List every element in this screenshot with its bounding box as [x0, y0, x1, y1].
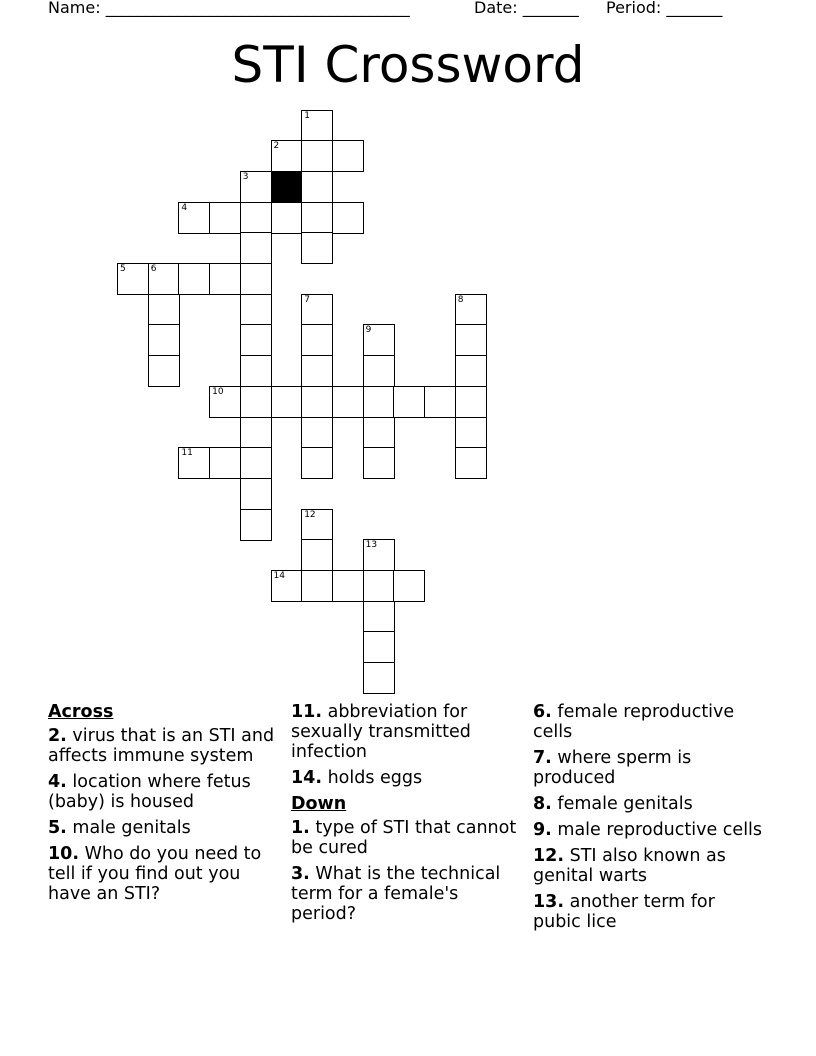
grid-cell[interactable]: [240, 478, 272, 510]
clues-column-3: [533, 702, 765, 938]
grid-cell[interactable]: [424, 386, 456, 418]
cell-number: 7: [304, 294, 310, 305]
grid-cell[interactable]: [301, 140, 333, 172]
grid-cell[interactable]: [455, 447, 487, 479]
grid-cell[interactable]: [301, 294, 333, 326]
grid-cell[interactable]: [148, 294, 180, 326]
clue-down-8: 8. female genitals: [533, 794, 693, 814]
date-blank[interactable]: _______: [522, 0, 579, 17]
grid-cell[interactable]: [301, 447, 333, 479]
clue-down-12: 12. STI also known as genital warts: [533, 846, 726, 886]
grid-cell[interactable]: [301, 539, 333, 571]
grid-cell[interactable]: [271, 202, 303, 234]
clue-down-13: 13. another term for pubic lice: [533, 892, 715, 932]
name-label: Name:: [48, 0, 101, 17]
grid-cell[interactable]: [240, 263, 272, 295]
grid-cell[interactable]: [178, 202, 210, 234]
cell-number: 1: [304, 110, 310, 121]
down-heading: Down: [291, 794, 347, 814]
grid-cell[interactable]: [363, 355, 395, 387]
grid-cell[interactable]: [240, 447, 272, 479]
grid-cell[interactable]: [301, 509, 333, 541]
clue-across-14: 14. holds eggs: [291, 768, 423, 788]
clue-across-2: 2. virus that is an STI and affects immune system: [48, 726, 275, 766]
grid-cell[interactable]: [332, 140, 364, 172]
cell-number: 14: [273, 571, 285, 581]
grid-cell[interactable]: [178, 263, 210, 295]
grid-cell[interactable]: [393, 386, 425, 418]
across-heading: Across: [48, 702, 114, 722]
period-label: Period:: [606, 0, 662, 17]
grid-cell[interactable]: [271, 570, 303, 602]
page-title: STI Crossword: [231, 36, 585, 94]
grid-cell[interactable]: [301, 386, 333, 418]
period-blank[interactable]: _______: [666, 0, 723, 17]
clues-column-2: [291, 702, 523, 930]
grid-cell[interactable]: [332, 202, 364, 234]
clue-down-1: 1. type of STI that cannot be cured: [291, 818, 517, 858]
clue-down-9: 9. male reproductive cells: [533, 820, 763, 840]
grid-cell[interactable]: [209, 386, 241, 418]
grid-cell[interactable]: [332, 386, 364, 418]
grid-cell[interactable]: [240, 386, 272, 418]
grid-cell[interactable]: [240, 417, 272, 449]
grid-cell[interactable]: [240, 232, 272, 264]
grid-cell[interactable]: [209, 263, 241, 295]
grid-cell[interactable]: [240, 294, 272, 326]
grid-cell[interactable]: [363, 539, 395, 571]
clues-column-1: [48, 702, 280, 910]
grid-cell[interactable]: [363, 631, 395, 663]
grid-cell[interactable]: [301, 110, 333, 142]
cell-number: 5: [120, 264, 126, 274]
grid-cell[interactable]: [301, 570, 333, 602]
grid-cell[interactable]: [271, 140, 303, 172]
clue-down-6: 6. female reproductive cells: [533, 702, 735, 742]
clue-across-5: 5. male genitals: [48, 818, 191, 838]
grid-cell[interactable]: [363, 570, 395, 602]
cell-number: 3: [242, 171, 249, 182]
grid-cell[interactable]: [240, 355, 272, 387]
grid-cell[interactable]: [148, 324, 180, 356]
clue-down-7: 7. where sperm is produced: [533, 748, 692, 788]
grid-cell[interactable]: [455, 417, 487, 449]
grid-cell[interactable]: [209, 202, 241, 234]
grid-cell[interactable]: [178, 447, 210, 479]
grid-cell[interactable]: [301, 202, 333, 234]
grid-cell[interactable]: [117, 263, 149, 295]
grid-cell[interactable]: [209, 447, 241, 479]
grid-cell[interactable]: [363, 601, 395, 633]
grid-cell[interactable]: [363, 386, 395, 418]
clue-across-10: 10. Who do you need to tell if you find out you have an STI?: [48, 844, 262, 904]
grid-cell[interactable]: [455, 355, 487, 387]
name-blank[interactable]: ______________________________________: [105, 0, 410, 17]
cell-number: 11: [181, 448, 193, 459]
cell-number: 6: [150, 264, 157, 274]
grid-cell[interactable]: [240, 324, 272, 356]
cell-number: 2: [273, 141, 280, 152]
grid-cell[interactable]: [332, 570, 364, 602]
grid-cell[interactable]: [148, 263, 180, 295]
grid-cell[interactable]: [455, 324, 487, 356]
cell-number: 13: [365, 540, 378, 551]
grid-cell[interactable]: [240, 202, 272, 234]
grid-cell[interactable]: [363, 662, 395, 694]
grid-cell[interactable]: [363, 447, 395, 479]
cell-number: 9: [365, 325, 372, 336]
date-label: Date:: [474, 0, 518, 17]
blocked-cell: [271, 171, 303, 203]
grid-cell[interactable]: [455, 294, 487, 326]
grid-cell[interactable]: [301, 417, 333, 449]
grid-cell[interactable]: [301, 171, 333, 203]
cell-number: 10: [212, 386, 224, 397]
grid-cell[interactable]: [271, 386, 303, 418]
clue-down-3: 3. What is the technical term for a female's period?: [291, 864, 501, 924]
cell-number: 12: [304, 509, 316, 520]
grid-cell[interactable]: [393, 570, 425, 602]
grid-cell[interactable]: [301, 355, 333, 387]
grid-cell[interactable]: [148, 355, 180, 387]
grid-cell[interactable]: [363, 324, 395, 356]
grid-cell[interactable]: [455, 386, 487, 418]
clue-across-11: 11. abbreviation for sexually transmitted infection: [291, 702, 471, 762]
clue-across-4: 4. location where fetus (baby) is housed: [48, 772, 251, 812]
grid-cell[interactable]: [240, 171, 272, 203]
cell-number: 8: [457, 294, 464, 305]
grid-cell[interactable]: [301, 324, 333, 356]
grid-cell[interactable]: [301, 232, 333, 264]
grid-cell[interactable]: [363, 417, 395, 449]
grid-cell[interactable]: [240, 509, 272, 541]
cell-number: 4: [181, 202, 188, 213]
